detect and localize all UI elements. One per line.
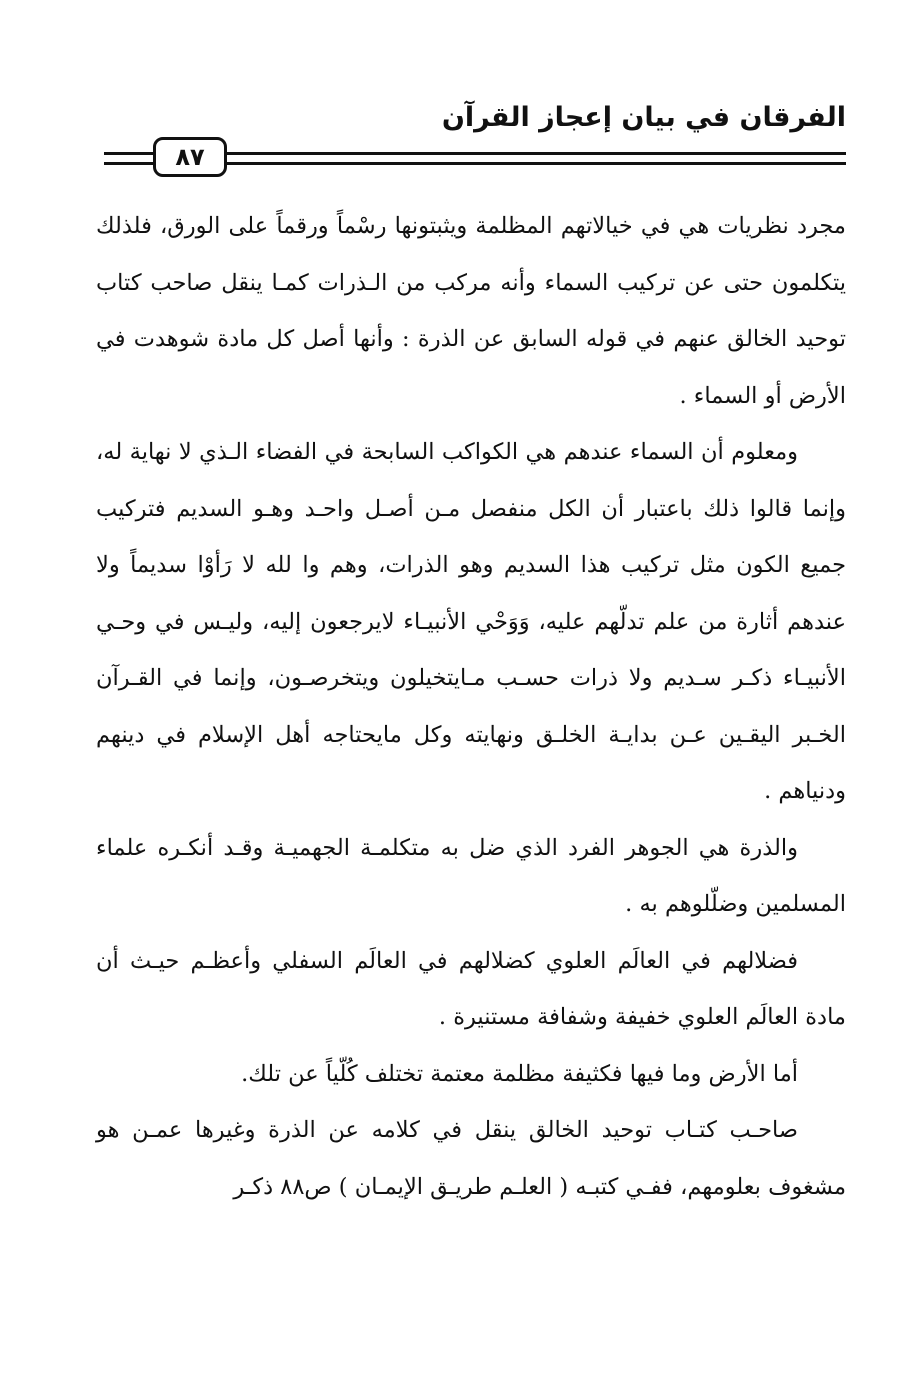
page-number: ٨٧ bbox=[153, 137, 227, 177]
paragraph: ومعلوم أن السماء عندهم هي الكواكب السابحة في الفضاء الـذي لا نهاية له، وإنما قالوا ذلك باعتبار أن الكل منفصل مـن أصـل واحـد وهـو السديم فتركيب جميع الكون مثل تركيب هذا السديم وهو الذرات، وهم وا لله لا رَأوْا سديماً ولا عندهم أثارة من علم تدلّهم عليه، وَوَحْي الأنبيـاء لايرجعون إليه، وليـس في وحـي الأنبيـاء ذكـر سـديم ولا ذرات حسـب مـايتخيلون ويتخرصـون، وإنما في القـرآن الخـبر اليقـين عـن بدايـة الخلـق ونهايته وكل مايحتاجه أهل الإسلام في دينهم ودنياهم . bbox=[96, 439, 846, 804]
paragraph: والذرة هي الجوهر الفرد الذي ضل به متكلمـة الجهميـة وقـد أنكـره علماء المسلمين وضلّلوهم به . bbox=[96, 834, 846, 917]
running-title: الفرقان في بيان إعجاز القرآن bbox=[441, 102, 846, 133]
paragraph: فضلالهم في العالَم العلوي كضلالهم في العالَم السفلي وأعظـم حيـث أن مادة العالَم العلوي خفيفة وشفافة مستنيرة . bbox=[96, 947, 846, 1030]
body-text bbox=[96, 198, 846, 1215]
paragraph: مجرد نظريات هي في خيالاتهم المظلمة ويثبتونها رسْماً ورقماً على الورق، فلذلك يتكلمون حتى عن تركيب السماء وأنه مركب من الـذرات كمـا ينقل صاحب كتاب توحيد الخالق عنهم في قوله السابق عن الذرة : وأنها أصل كل مادة شوهدت في الأرض أو السماء . bbox=[96, 213, 846, 409]
paragraph: أما الأرض وما فيها فكثيفة مظلمة معتمة تختلف كُلّياً عن تلك. bbox=[241, 1060, 798, 1087]
paragraph: صاحـب كتـاب توحيد الخالق ينقل في كلامه عن الذرة وغيرها عمـن هو مشغوف بعلومهم، ففـي كتبـه ( العلـم طريـق الإيمـان ) ص٨٨ ذكـر bbox=[96, 1117, 846, 1200]
